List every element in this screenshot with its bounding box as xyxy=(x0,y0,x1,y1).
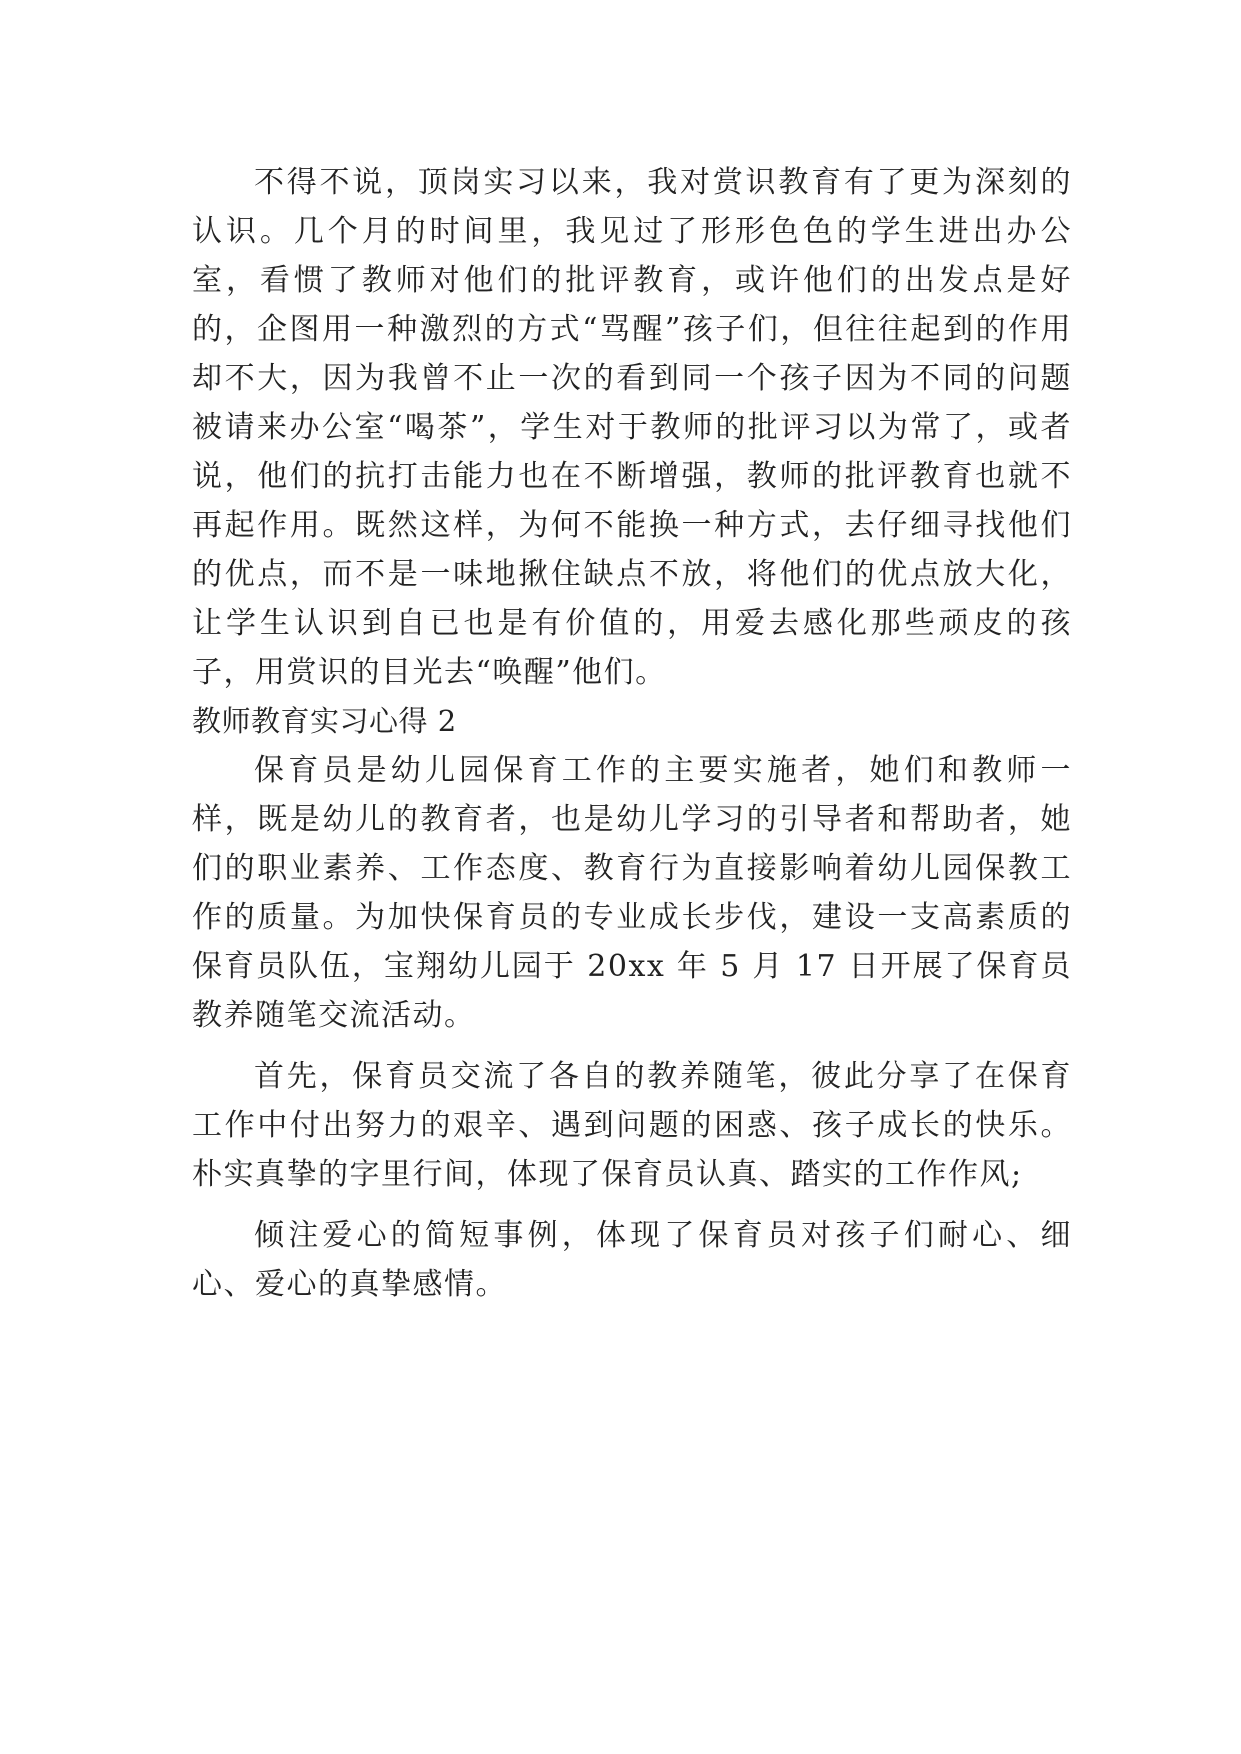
document-body xyxy=(192,158,1072,1309)
section-heading: 教师教育实习心得 2 xyxy=(192,704,457,738)
paragraph-caring-examples: 倾注爱心的简短事例，体现了保育员对孩子们耐心、细心、爱心的真挚感情。 xyxy=(192,1218,1072,1302)
paragraph-childcare-workers: 保育员是幼儿园保育工作的主要实施者，她们和教师一样，既是幼儿的教育者，也是幼儿学习的引导者和帮助者，她们的职业素养、工作态度、教育行为直接影响着幼儿园保教工作的质量。为加快保育员的专业成长步伐，建设一支高素质的保育员队伍，宝翔幼儿园于 20xx 年 5 月 17 日开展了保育员教养随笔交流活动。 xyxy=(192,753,1072,1033)
paragraph-appreciation-education: 不得不说，顶岗实习以来，我对赏识教育有了更为深刻的认识。几个月的时间里，我见过了形形色色的学生进出办公室，看惯了教师对他们的批评教育，或许他们的出发点是好的，企图用一种激烈的方式“骂醒”孩子们，但往往起到的作用却不大，因为我曾不止一次的看到同一个孩子因为不同的问题被请来办公室“喝茶”，学生对于教师的批评习以为常了，或者说，他们的抗打击能力也在不断增强，教师的批评教育也就不再起作用。既然这样，为何不能换一种方式，去仔细寻找他们的优点，而不是一味地揪住缺点不放，将他们的优点放大化，让学生认识到自已也是有价值的，用爱去感化那些顽皮的孩子，用赏识的目光去“唤醒”他们。 xyxy=(192,165,1072,690)
paragraph-essay-exchange: 首先，保育员交流了各自的教养随笔，彼此分享了在保育工作中付出努力的艰辛、遇到问题的困惑、孩子成长的快乐。朴实真挚的字里行间，体现了保育员认真、踏实的工作作风; xyxy=(192,1059,1072,1192)
